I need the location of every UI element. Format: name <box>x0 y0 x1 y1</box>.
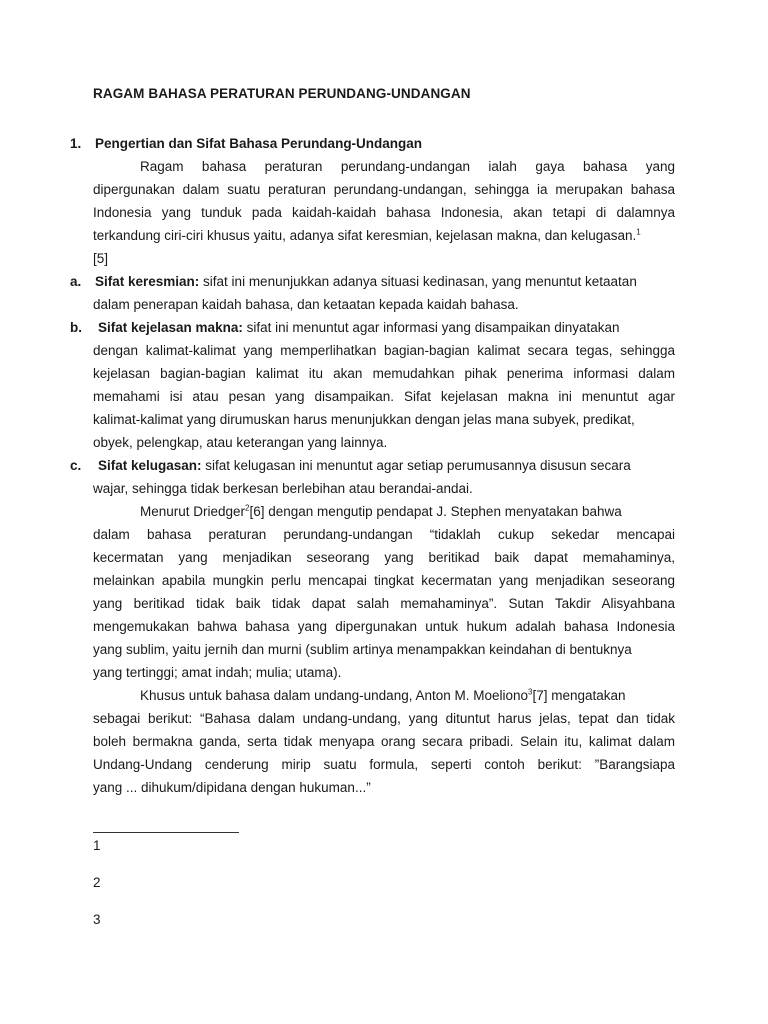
footnote-number: 2 <box>93 875 101 890</box>
list-item-line: dalam penerapan kaidah bahasa, dan ketaatan kepada kaidah bahasa. <box>93 297 519 312</box>
paragraph-text: Menurut Driedger <box>140 504 246 519</box>
paragraph-line: Ragam bahasa peraturan perundang-undangan ialah gaya bahasa yang <box>140 159 675 174</box>
paragraph-line: boleh bermakna ganda, serta tidak menyapa orang secara pribadi. Selain itu, kalimat dalam <box>93 734 675 749</box>
list-item-line: kejelasan bagian-bagian kalimat itu akan memudahkan pihak penerima informasi dalam <box>93 366 675 381</box>
footnote-ref: 3 <box>528 687 533 697</box>
footnote-number: 1 <box>93 838 101 853</box>
paragraph-text: Khusus untuk bahasa dalam undang-undang, Anton M. Moeliono <box>140 688 529 703</box>
paragraph-line: kecermatan yang menjadikan seseorang yang beritikad baik dapat memahaminya, <box>93 550 675 565</box>
paragraph-line <box>93 228 641 244</box>
list-item-line: memahami isi atau pesan yang disampaikan. Sifat kejelasan makna ini menuntut agar <box>93 389 675 404</box>
paragraph-line: yang ... dihukum/dipidana dengan hukuman...” <box>93 780 371 795</box>
paragraph-line: yang sublim, yaitu jernih dan murni (sublim artinya menampakkan keindahan di bentuknya <box>93 642 632 657</box>
footnote-ref: 2 <box>245 503 250 513</box>
paragraph-text: [6] dengan mengutip pendapat J. Stephen menyatakan bahwa <box>249 504 622 519</box>
list-item <box>98 458 631 474</box>
paragraph-line: melainkan apabila mungkin perlu mencapai tingkat kecermatan yang menjadikan seseorang <box>93 573 675 588</box>
section-heading: Pengertian dan Sifat Bahasa Perundang-Undangan <box>95 136 423 151</box>
paragraph-line <box>140 504 622 520</box>
paragraph-text: [7] mengatakan <box>532 688 626 703</box>
paragraph-line: dipergunakan dalam suatu peraturan perundang-undangan, sehingga ia merupakan bahasa <box>93 182 675 197</box>
footnote-divider <box>93 832 239 833</box>
list-item <box>95 274 637 290</box>
list-item-line: dengan kalimat-kalimat yang memperlihatkan bagian-bagian kalimat secara tegas, sehingga <box>93 343 675 358</box>
page-title: RAGAM BAHASA PERATURAN PERUNDANG-UNDANGAN <box>93 86 471 101</box>
list-item-text: sifat ini menuntut agar informasi yang disampaikan dinyatakan <box>242 320 620 335</box>
term: Sifat kejelasan makna: <box>98 320 243 335</box>
paragraph-text: terkandung ciri-ciri khusus yaitu, adanya sifat keresmian, kejelasan makna, dan kelugasan. <box>93 228 637 243</box>
term: Sifat keresmian: <box>95 274 200 289</box>
list-item-text: sifat ini menunjukkan adanya situasi kedinasan, yang menuntut ketaatan <box>199 274 637 289</box>
list-marker: a. <box>70 274 82 289</box>
list-item-line: wajar, sehingga tidak berkesan berlebihan atau berandai-andai. <box>93 481 473 496</box>
paragraph-line: [5] <box>93 251 109 266</box>
footnote-number: 3 <box>93 912 101 927</box>
paragraph-line <box>140 688 626 704</box>
list-marker: c. <box>70 458 82 473</box>
list-item <box>98 320 620 336</box>
term: Sifat kelugasan: <box>98 458 202 473</box>
paragraph-line: Undang-Undang cenderung mirip suatu formula, seperti contoh berikut: ”Barangsiapa <box>93 757 675 772</box>
paragraph-line: Indonesia yang tunduk pada kaidah-kaidah bahasa Indonesia, akan tetapi di dalamnya <box>93 205 675 220</box>
list-marker: b. <box>70 320 82 335</box>
footnote-ref: 1 <box>636 227 641 237</box>
paragraph-line: dalam bahasa peraturan perundang-undangan “tidaklah cukup sekedar mencapai <box>93 527 675 542</box>
paragraph-line: yang tertinggi; amat indah; mulia; utama). <box>93 665 342 680</box>
list-item-text: sifat kelugasan ini menuntut agar setiap perumusannya disusun secara <box>201 458 631 473</box>
paragraph-line: mengemukakan bahwa bahasa yang dipergunakan untuk hukum adalah bahasa Indonesia <box>93 619 675 634</box>
list-item-line: kalimat-kalimat yang dirumuskan harus menunjukkan dengan jelas mana subyek, predikat, <box>93 412 635 427</box>
paragraph-line: sebagai berikut: “Bahasa dalam undang-undang, yang dituntut harus jelas, tepat dan tidak <box>93 711 675 726</box>
section-number: 1. <box>70 136 82 151</box>
list-item-line: obyek, pelengkap, atau keterangan yang lainnya. <box>93 435 388 450</box>
paragraph-line: yang beritikad tidak baik tidak dapat salah memahaminya”. Sutan Takdir Alisyahbana <box>93 596 675 611</box>
